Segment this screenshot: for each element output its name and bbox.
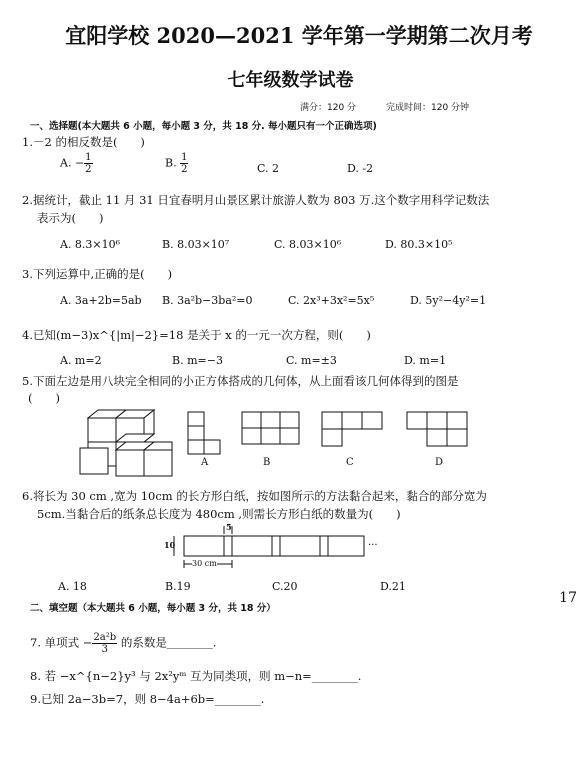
q2-option-c: C. 8.03×10⁶ bbox=[274, 238, 342, 251]
q7-post: 的系数是________. bbox=[120, 635, 217, 650]
q9-text: 9.已知 2a−3b=7，则 8−4a+6b=________. bbox=[30, 692, 265, 706]
q1-a-den: 2 bbox=[85, 164, 92, 175]
side-mark: 17 bbox=[559, 590, 577, 606]
q1-option-c: C. 2 bbox=[257, 162, 280, 175]
page-subtitle: 七年级数学试卷 bbox=[227, 70, 354, 91]
q5-figure-c bbox=[320, 410, 388, 450]
q1-b-den: 2 bbox=[181, 164, 188, 175]
q1-a-label: A. bbox=[60, 156, 72, 170]
q1-b-label: B. bbox=[165, 156, 177, 170]
q4-option-d: D. m=1 bbox=[404, 354, 447, 367]
q6-line1: 6.将长为 30 cm ,宽为 10cm 的长方形白纸，按如图所示的方法黏合起来，黏合的部分宽为 bbox=[22, 489, 487, 503]
q5-line1: 5.下面左边是用八块完全相同的小正方体搭成的几何体，从上面看该几何体得到的图是 bbox=[22, 374, 459, 388]
q5-figure-d bbox=[405, 410, 469, 458]
q6-option-d: D.21 bbox=[380, 580, 406, 593]
full-marks: 满分：120 分 bbox=[300, 103, 357, 113]
q5-figure-a bbox=[186, 410, 226, 456]
q6-fig-more: ··· bbox=[368, 540, 378, 551]
time-limit: 完成时间：120 分钟 bbox=[386, 103, 470, 113]
q6-fig-width: 5 bbox=[226, 522, 232, 532]
q6-option-c: C.20 bbox=[272, 580, 298, 593]
q2-option-a: A. 8.3×10⁶ bbox=[60, 238, 121, 251]
q1-b-num: 1 bbox=[181, 152, 188, 163]
q7-pre: 7. 单项式 bbox=[30, 635, 80, 650]
q5-label-d: D bbox=[435, 457, 444, 468]
q7-num: 2a²b bbox=[93, 632, 117, 643]
q4-option-a: A. m=2 bbox=[60, 354, 102, 367]
q5-figure-b bbox=[240, 410, 302, 446]
q3-option-a: A. 3a+2b=5ab bbox=[60, 294, 142, 307]
q5-line2: ( ) bbox=[28, 391, 60, 405]
q4-option-c: C. m=±3 bbox=[286, 354, 337, 367]
q6-option-b: B.19 bbox=[165, 580, 191, 593]
q1-option-a: A. − $\frac{1}{2}$ bbox=[60, 152, 92, 175]
q3-option-b: B. 3a²b−3ba²=0 bbox=[162, 294, 253, 307]
q1-a-num: 1 bbox=[85, 152, 92, 163]
q3-option-c: C. 2x³+3x²=5x⁵ bbox=[288, 294, 375, 307]
q2-line2: 表示为( ) bbox=[37, 211, 104, 225]
q1-option-b bbox=[165, 152, 188, 175]
q1-option-d: D. -2 bbox=[347, 162, 374, 175]
q8-text: 8. 若 −x^{n−2}y³ 与 2x²yᵐ 互为同类项，则 m−n=________. bbox=[30, 669, 362, 683]
q2-option-b: B. 8.03×10⁷ bbox=[162, 238, 230, 251]
q3-option-d: D. 5y²−4y²=1 bbox=[410, 294, 487, 307]
q5-label-b: B bbox=[263, 457, 271, 468]
q5-label-a: A bbox=[201, 457, 209, 468]
q4-option-b: B. m=−3 bbox=[172, 354, 223, 367]
q7-text: 7. 单项式 − $\frac{\text{2a²b}}{3}$ 的系数是________. bbox=[30, 632, 217, 655]
section2-heading: 二、填空题（本大题共 6 小题，每小题 3 分，共 18 分） bbox=[30, 603, 276, 614]
q6-option-a: A. 18 bbox=[58, 580, 87, 593]
q6-line2: 5cm.当黏合后的纸条总长度为 480cm ,则需长方形白纸的数量为( ) bbox=[37, 507, 401, 521]
q3-text: 3.下列运算中,正确的是( ) bbox=[22, 267, 173, 281]
q2-option-d: D. 80.3×10⁵ bbox=[385, 238, 453, 251]
q5-solid-figure bbox=[78, 408, 174, 480]
page-title: 宜阳学校 2020—2021 学年第一学期第二次月考 bbox=[65, 23, 533, 48]
q6-fig-height: 10 bbox=[164, 540, 176, 550]
q1-text: 1.－2 的相反数是( ) bbox=[22, 135, 145, 149]
q5-label-c: C bbox=[346, 457, 354, 468]
section1-heading: 一、选择题(本大题共 6 小题，每小题 3 分，共 18 分. 每小题只有一个正确选项) bbox=[30, 121, 377, 132]
q7-den: 3 bbox=[101, 644, 108, 655]
q6-fig-length: 30 cm bbox=[192, 559, 217, 568]
q2-line1: 2.据统计，截止 11 月 31 日宜春明月山景区累计旅游人数为 803 万.这个数字用科学记数法 bbox=[22, 193, 490, 207]
q4-text: 4.已知(m−3)x^{|m|−2}=18 是关于 x 的一元一次方程，则( ) bbox=[22, 328, 371, 342]
